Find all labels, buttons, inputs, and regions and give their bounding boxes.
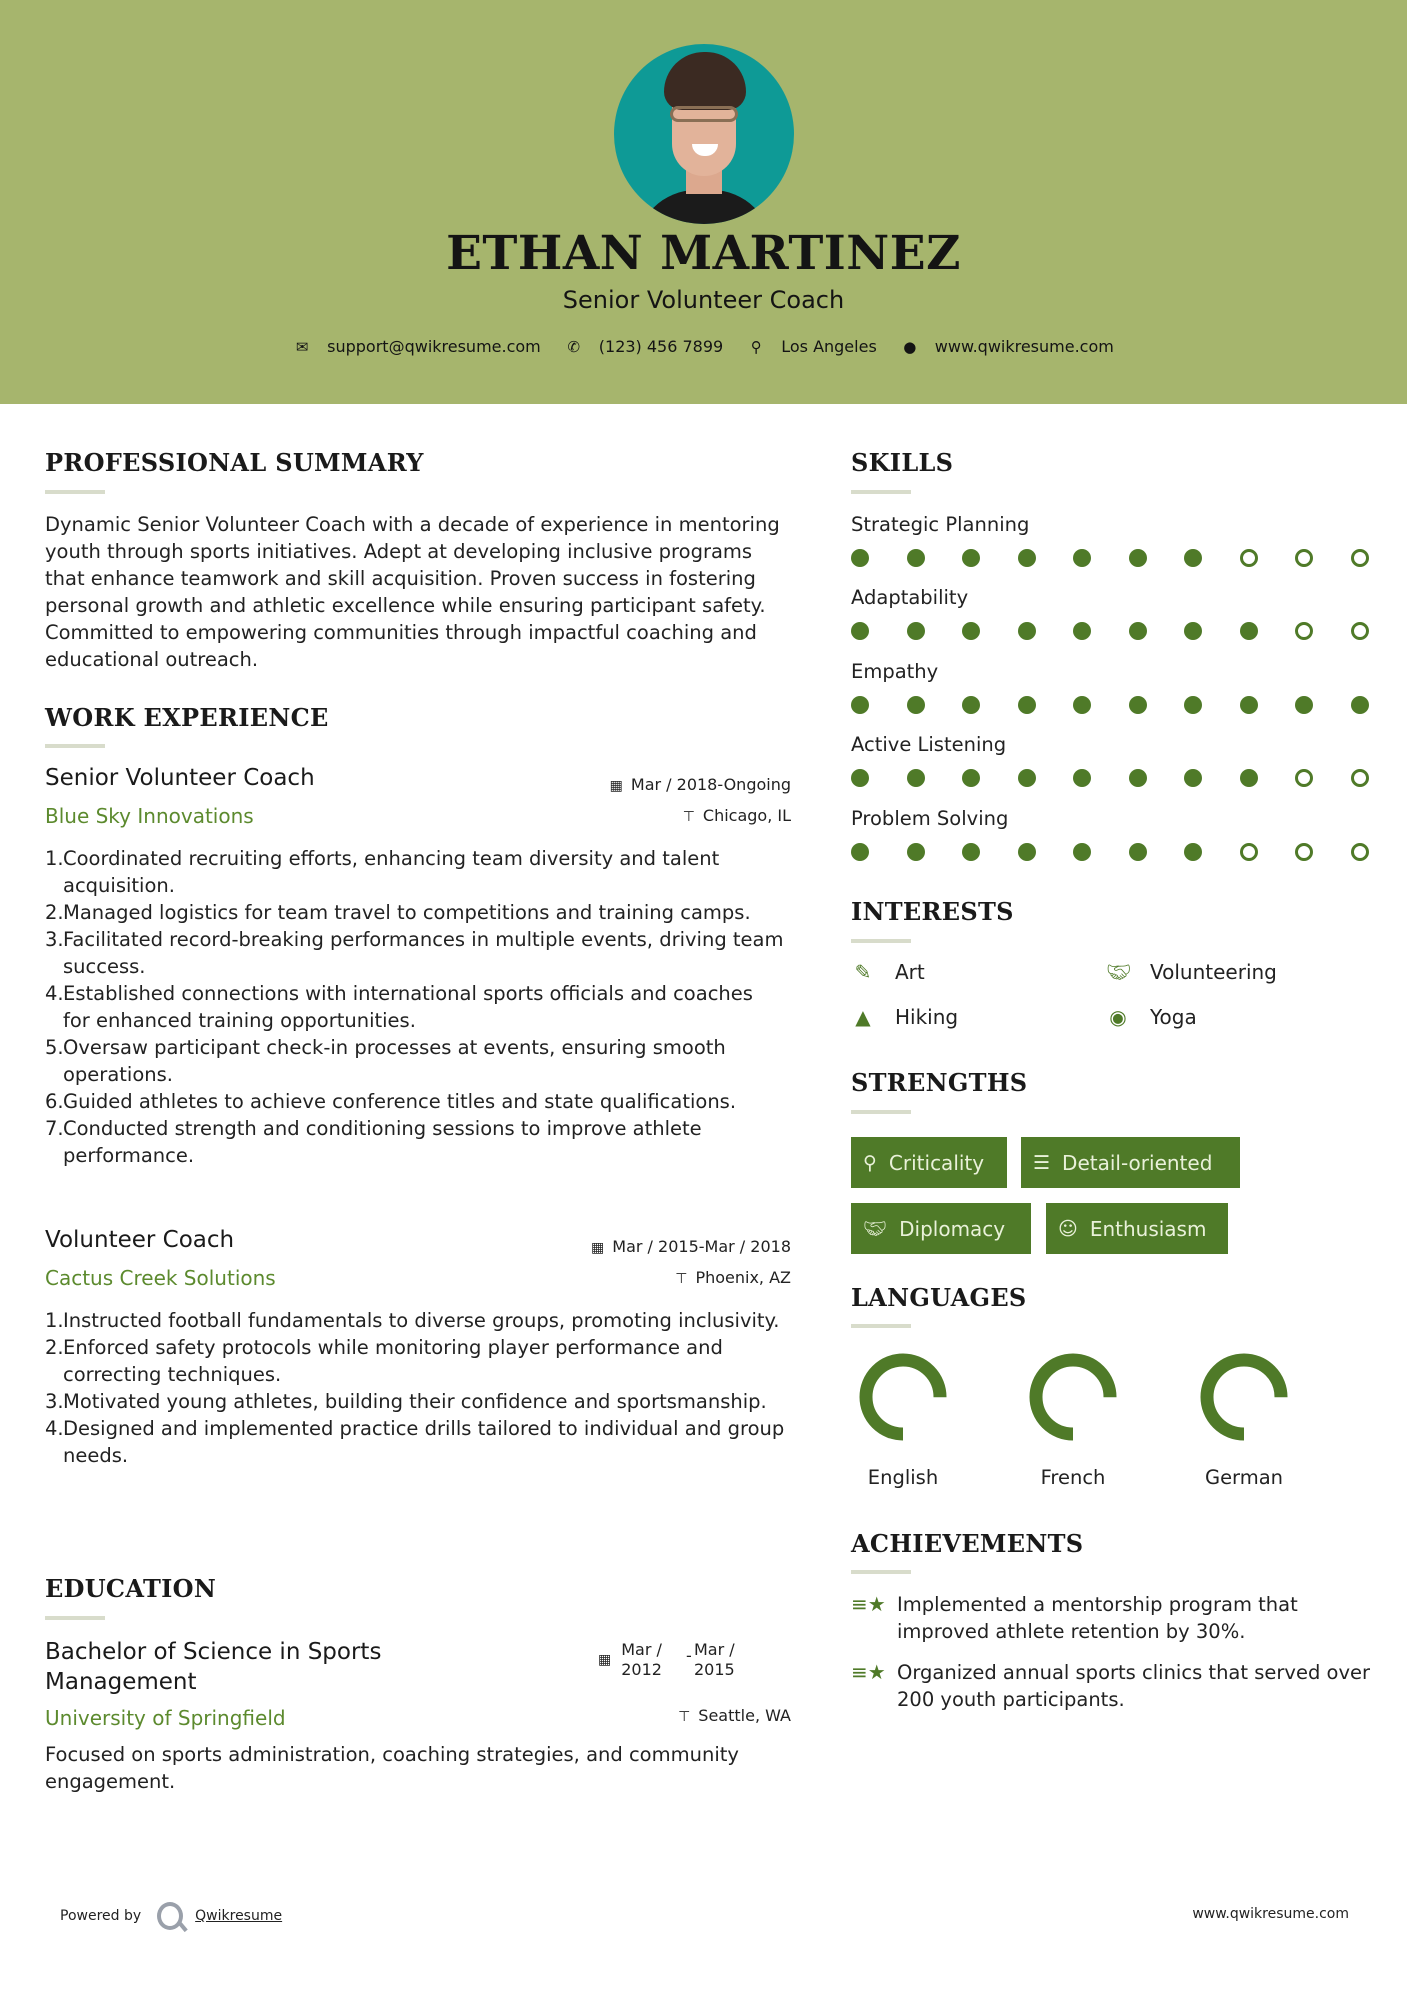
skill-dot-filled [962,622,980,640]
summary-text: Dynamic Senior Volunteer Coach with a decade of experience in mentoring youth through sports initiatives. Adept at developing inclusive programs that enhance teamwork and skill acquisition. Proven success in fostering personal growth and athletic excellence while ensuring participant safety. Committed to empowering communities through impactful coaching and educational outreach. [45,513,780,671]
skill-name: Adaptability [851,586,969,609]
interest-label: Volunteering [1150,960,1277,984]
search-icon: ⚲ [863,1151,877,1174]
skill-dot-filled [1295,696,1313,714]
skill-dot-empty [1295,769,1313,787]
skill-dot-filled [851,696,869,714]
photo-hair [664,52,746,110]
skill-dot-empty [1351,769,1369,787]
experience-underline [45,744,105,748]
education-start-year: 2012 [621,1660,662,1679]
skill-dot-filled [1129,769,1147,787]
education-end-month: Mar / [693,1640,735,1659]
skill-rating [851,769,1406,787]
skill-dot-filled [1184,769,1202,787]
education-location [678,1706,791,1725]
language-progress-ring [858,1352,948,1442]
skill-dot-filled [962,549,980,567]
skill-dot-filled [1240,622,1258,640]
list-item: Managed logistics for team travel to competitions and training camps. [63,901,751,924]
skill-dot-filled [1184,696,1202,714]
languages-underline [851,1324,911,1328]
list-item: Coordinated recruiting efforts, enhancing team diversity and talent acquisition. [63,847,720,897]
job-location [683,806,791,825]
language-label: English [867,1466,939,1489]
skill-rating [851,549,1406,567]
skill-dot-filled [1073,622,1091,640]
skill-dot-filled [851,769,869,787]
job-title: Senior Volunteer Coach [45,765,315,791]
skill-dot-filled [907,696,925,714]
skill-dot-filled [907,769,925,787]
skill-rating [851,696,1406,714]
job-dates [591,1237,791,1256]
job-location-text: Chicago, IL [702,806,791,825]
strength-chip-diplomacy [851,1203,1031,1254]
contact-email-text: support@qwikresume.com [327,337,541,356]
language-english [843,1352,963,1489]
job-bullets [45,845,785,1169]
shooting-star-icon: ≡★ [851,1660,886,1684]
language-label: German [1204,1466,1284,1489]
skill-dot-filled [907,622,925,640]
skill-rating [851,622,1406,640]
job-bullets [45,1307,785,1469]
skills-heading: SKILLS [851,448,954,477]
education-end [685,1640,735,1680]
skill-name: Strategic Planning [851,513,1030,536]
skill-dot-filled [1018,622,1036,640]
strength-chip-criticality [851,1137,1007,1188]
language-progress-ring [1199,1352,1289,1442]
skill-dot-filled [851,549,869,567]
resume-header [0,0,1407,404]
job-dates [610,775,791,794]
interest-label: Hiking [895,1005,959,1029]
calendar-icon: ▦ [609,778,623,794]
skill-dot-filled [962,843,980,861]
candidate-role: Senior Volunteer Coach [562,286,845,314]
education-location-text: Seattle, WA [698,1706,791,1725]
skill-dot-filled [1018,549,1036,567]
footer-powered-by [60,1902,282,1930]
life-ring-icon: ◉ [1109,1005,1127,1029]
pushpin-icon: ⊤ [678,1709,691,1725]
strengths-heading: STRENGTHS [851,1068,1028,1097]
skill-name: Problem Solving [851,807,1009,830]
language-progress-ring [1028,1352,1118,1442]
paintbrush-icon: ✎ [854,960,872,984]
handshake-icon: 🤝︎ [863,1218,888,1240]
shooting-star-icon: ≡★ [851,1592,886,1616]
interests-underline [851,939,911,943]
list-item: Motivated young athletes, building their confidence and sportsmanship. [63,1390,767,1413]
achievement-item [851,1591,1371,1645]
strength-chip-enthusiasm [1046,1203,1228,1254]
candidate-name: ETHAN MARTINEZ [446,226,961,281]
language-german [1184,1352,1304,1489]
contact-website[interactable] [901,337,1114,356]
education-start [621,1640,662,1680]
pushpin-icon: ⊤ [682,809,695,825]
skills-underline [851,490,911,494]
handshake-icon: 🤝︎ [1106,960,1132,984]
footer-website[interactable]: www.qwikresume.com [1192,1906,1349,1922]
skill-dot-empty [1295,549,1313,567]
skill-dot-filled [962,769,980,787]
job-company: Blue Sky Innovations [45,804,254,828]
job-dates-text: Mar / 2015-Mar / 2018 [612,1237,791,1256]
achievement-item [851,1659,1371,1713]
school-name: University of Springfield [45,1706,286,1730]
achievements-underline [851,1570,911,1574]
list-item: Guided athletes to achieve conference titles and state qualifications. [63,1090,737,1113]
contact-phone[interactable] [565,337,723,356]
calendar-icon: ▦ [591,1240,605,1256]
skill-dot-filled [851,622,869,640]
smile-icon: ☺ [1058,1217,1078,1240]
experience-heading: WORK EXPERIENCE [45,703,329,732]
phone-icon: ✆ [567,337,581,356]
strength-label: Diplomacy [899,1216,1006,1241]
list-item: Designed and implemented practice drills tailored to individual and group needs. [63,1417,785,1467]
interest-label: Yoga [1150,1005,1197,1029]
skill-dot-filled [1073,696,1091,714]
skill-dot-empty [1240,549,1258,567]
skill-rating [851,843,1406,861]
skill-dot-empty [1351,622,1369,640]
skill-name: Empathy [851,660,939,683]
contact-location [747,337,877,356]
strengths-underline [851,1110,911,1114]
strength-chip-detail-oriented [1021,1137,1240,1188]
skill-dot-filled [1240,696,1258,714]
interest-volunteering [1106,960,1277,984]
skill-dot-filled [1184,549,1202,567]
degree-title [45,1637,381,1697]
achievement-text: Organized annual sports clinics that served over 200 youth participants. [897,1661,1370,1711]
skill-dot-filled [1073,769,1091,787]
skill-dot-filled [907,549,925,567]
language-french [1013,1352,1133,1489]
education-end-year: 2015 [693,1660,735,1679]
skill-dot-filled [1351,696,1369,714]
contact-location-text: Los Angeles [781,337,877,356]
skill-dot-filled [1129,843,1147,861]
skill-dot-filled [907,843,925,861]
powered-by-label: Powered by [60,1908,142,1924]
skill-dot-filled [851,843,869,861]
skill-dot-filled [1129,622,1147,640]
summary-heading: PROFESSIONAL SUMMARY [45,448,424,477]
degree-line-1: Bachelor of Science in Sports [45,1639,382,1665]
interest-label: Art [895,960,925,984]
skill-dot-filled [1073,549,1091,567]
contact-website-text: www.qwikresume.com [934,337,1114,356]
skill-dot-empty [1295,843,1313,861]
list-item: Facilitated record-breaking performances in multiple events, driving team success. [63,928,784,978]
interest-art [851,960,925,984]
job-location [675,1268,791,1287]
interests-heading: INTERESTS [851,897,1014,926]
strength-label: Enthusiasm [1089,1216,1207,1241]
list-item: Conducted strength and conditioning sessions to improve athlete performance. [63,1117,702,1167]
skill-dot-empty [1240,843,1258,861]
qwikresume-link[interactable]: Qwikresume [195,1908,283,1924]
skill-dot-empty [1351,843,1369,861]
skill-dot-filled [1129,696,1147,714]
degree-line-2: Management [45,1669,197,1695]
education-description: Focused on sports administration, coaching strategies, and community engagement. [45,1743,739,1793]
strength-label: Detail-oriented [1062,1150,1213,1175]
interest-yoga [1106,1005,1197,1029]
education-start-month: Mar / [621,1640,662,1659]
envelope-icon: ✉ [295,337,309,356]
contact-bar [0,337,1407,356]
skill-dot-filled [1073,843,1091,861]
pushpin-icon: ⊤ [675,1271,688,1287]
contact-email[interactable] [293,337,541,356]
list-item: Established connections with international sports officials and coaches for enhanced training opportunities. [63,982,753,1032]
list-item: Instructed football fundamentals to diverse groups, promoting inclusivity. [63,1309,780,1332]
job-dates-text: Mar / 2018-Ongoing [630,775,791,794]
tree-icon: ▲ [855,1005,871,1029]
skill-dot-filled [1018,769,1036,787]
globe-icon: ● [903,337,917,356]
achievements-heading: ACHIEVEMENTS [851,1529,1084,1558]
list-icon: ☰ [1033,1151,1051,1174]
list-item: Enforced safety protocols while monitoring player performance and correcting techniques. [63,1336,723,1386]
interest-hiking [851,1005,958,1029]
job-location-text: Phoenix, AZ [695,1268,791,1287]
job-title: Volunteer Coach [45,1227,235,1253]
date-separator: - [685,1646,692,1665]
job-company: Cactus Creek Solutions [45,1266,276,1290]
contact-phone-text: (123) 456 7899 [598,337,724,356]
language-label: French [1040,1466,1106,1489]
summary-underline [45,490,105,494]
skill-dot-filled [1184,843,1202,861]
education-underline [45,1616,105,1620]
list-item: Oversaw participant check-in processes at events, ensuring smooth operations. [63,1036,726,1086]
languages-heading: LANGUAGES [851,1283,1027,1312]
map-marker-icon: ⚲ [750,337,762,356]
education-heading: EDUCATION [45,1574,217,1603]
profile-photo [614,44,794,224]
skill-dot-filled [1240,769,1258,787]
skill-dot-empty [1351,549,1369,567]
skill-name: Active Listening [851,733,1007,756]
skill-dot-filled [962,696,980,714]
education-dates [598,1640,735,1680]
skill-dot-filled [1184,622,1202,640]
photo-shirt [636,190,772,224]
calendar-icon: ▦ [598,1652,612,1668]
skill-dot-filled [1018,843,1036,861]
photo-glasses [670,106,738,122]
skill-dot-empty [1295,622,1313,640]
skill-dot-filled [1018,696,1036,714]
achievement-text: Implemented a mentorship program that improved athlete retention by 30%. [897,1593,1298,1643]
strength-label: Criticality [888,1150,985,1175]
skill-dot-filled [1129,549,1147,567]
qwikresume-logo-icon [157,1902,183,1930]
